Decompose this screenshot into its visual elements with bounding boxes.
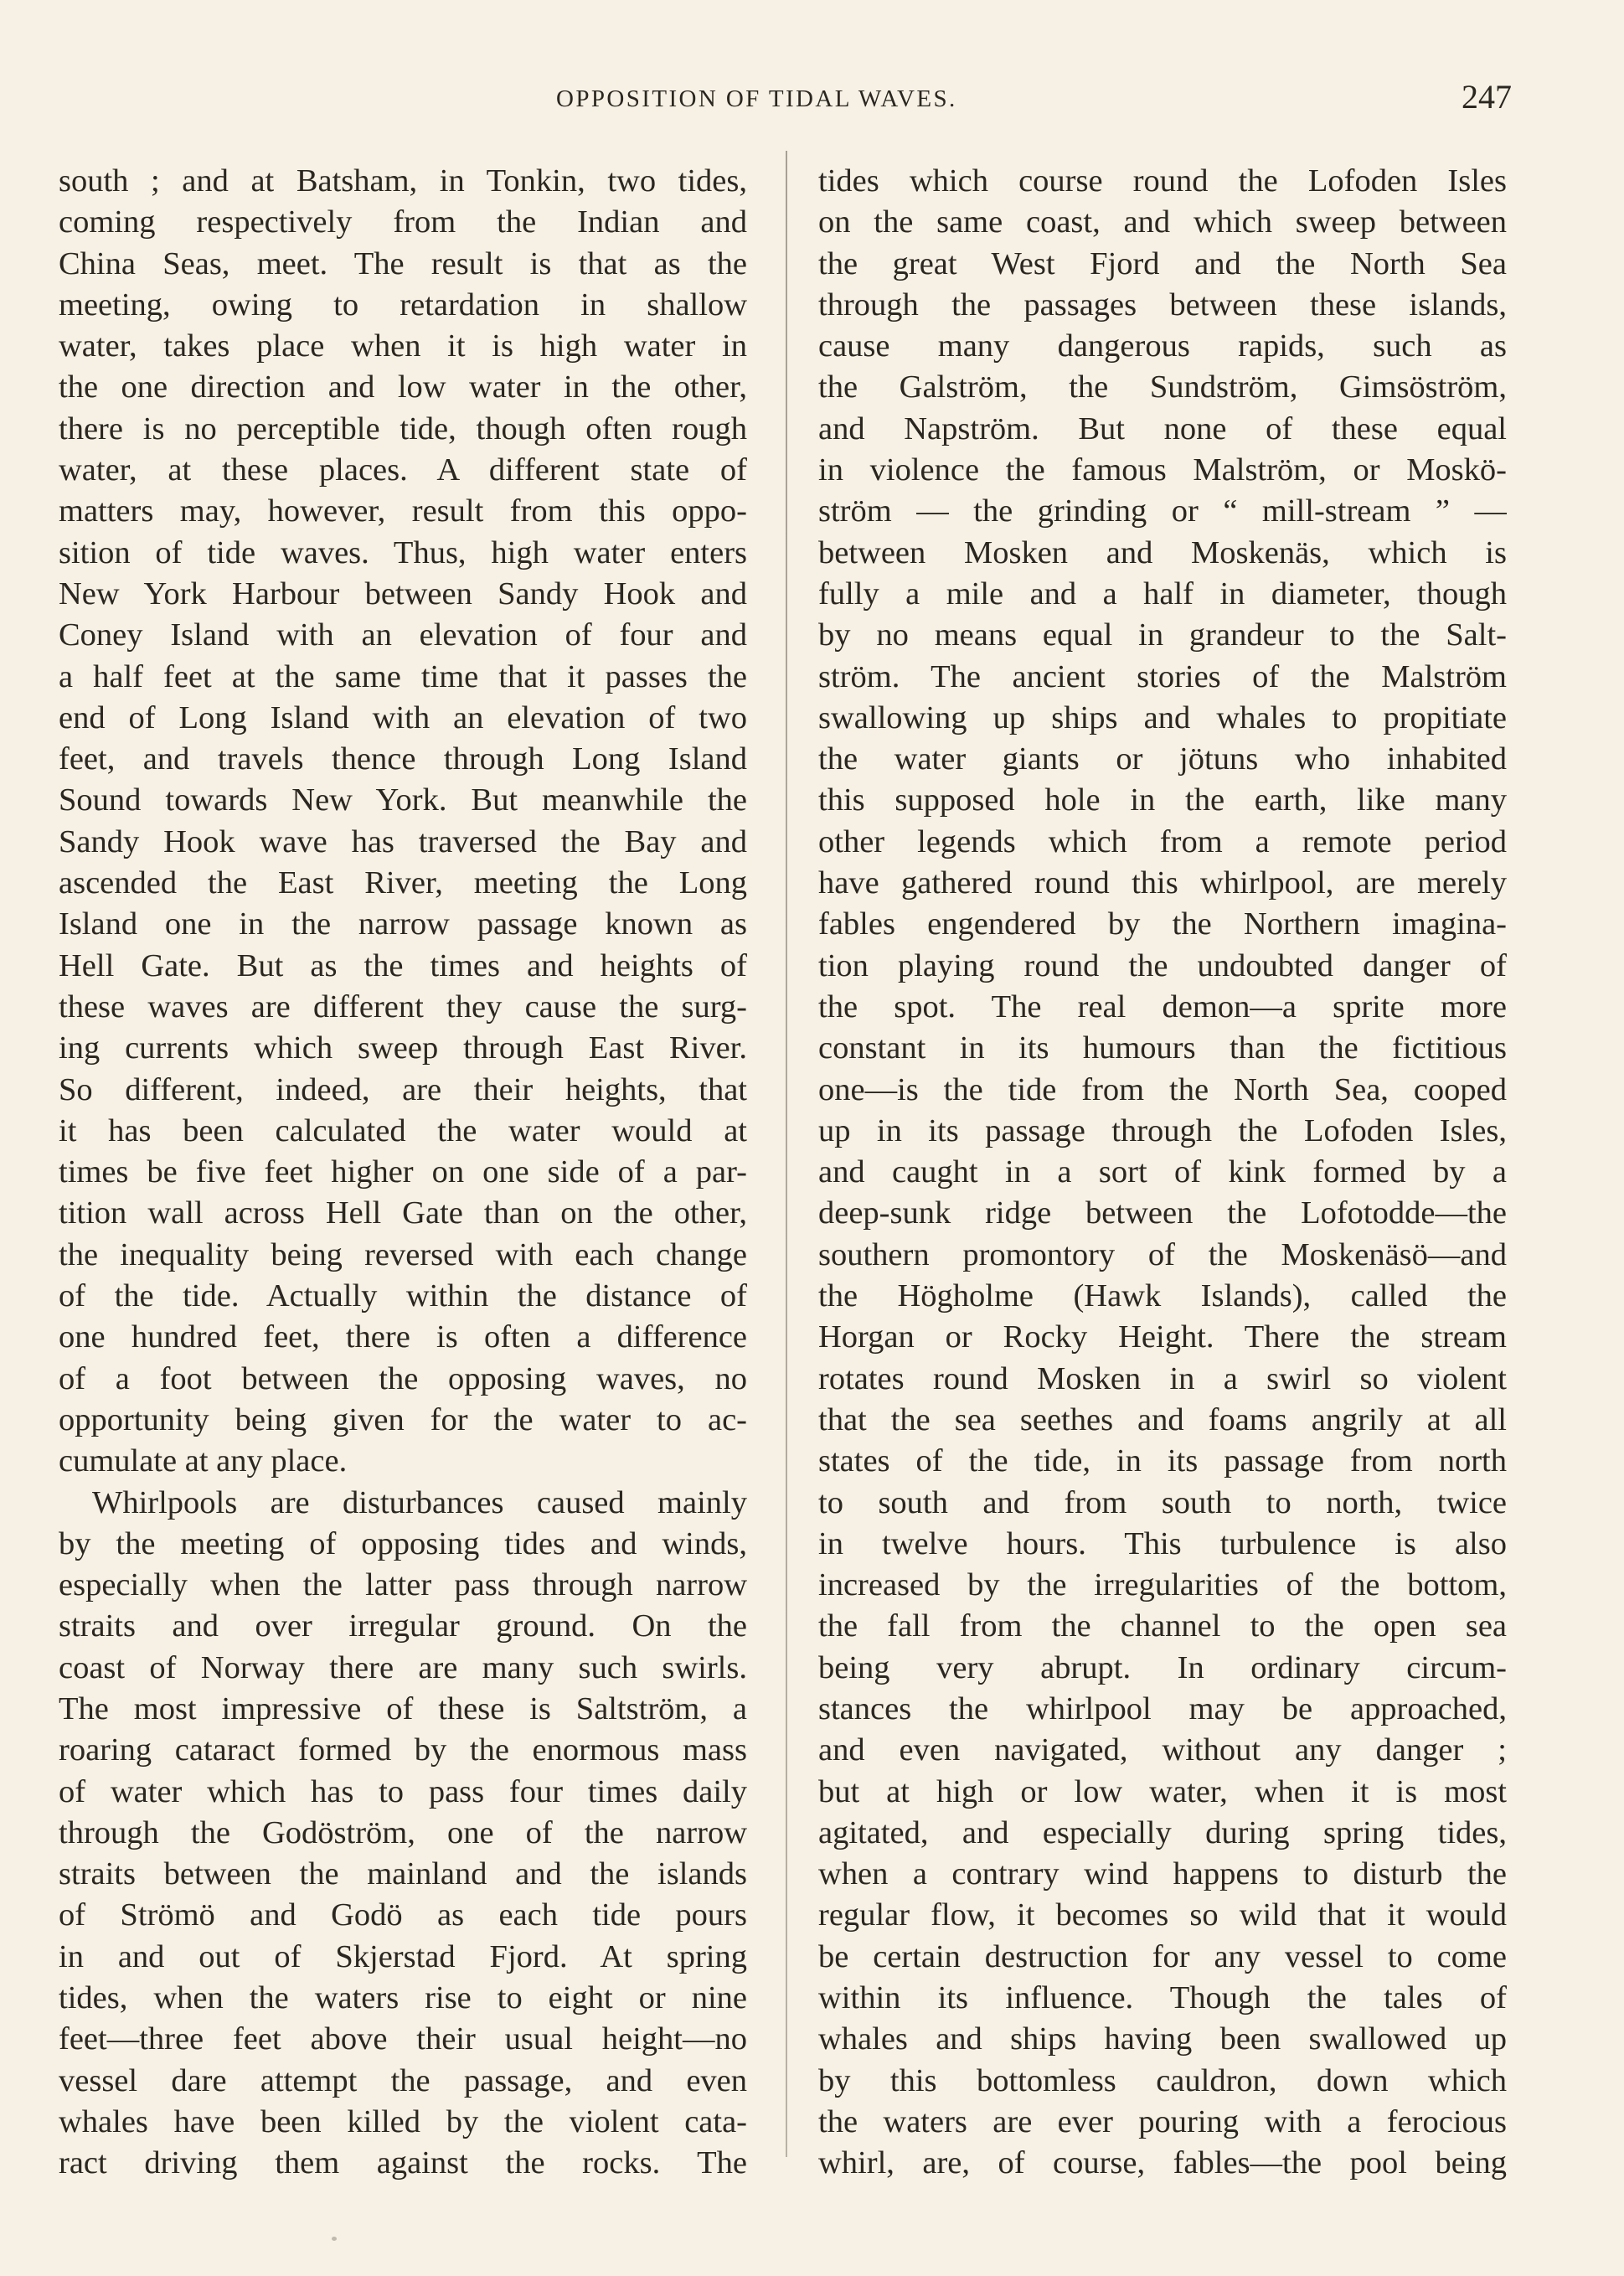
text-line: ström — the grinding or “ mill-stream ” — (818, 493, 1507, 529)
text-line: stances the whirlpool may be approached, (818, 1690, 1507, 1726)
text-line: in violence the famous Malström, or Moskö- (818, 452, 1507, 488)
text-line: the great West Fjord and the North Sea (818, 245, 1507, 281)
text-line: have gathered round this whirlpool, are merely (818, 865, 1507, 901)
text-line: by the meeting of opposing tides and winds, (59, 1525, 747, 1561)
text-line: Hell Gate. But as the times and heights of (59, 947, 747, 983)
text-line: a half feet at the same time that it passes the (59, 658, 747, 694)
text-line: the water giants or jötuns who inhabited (818, 741, 1507, 777)
text-line: coming respectively from the Indian and (59, 204, 747, 240)
text-line: constant in its humours than the fictitious (818, 1030, 1507, 1066)
text-line: being very abrupt. In ordinary circum- (818, 1649, 1507, 1685)
text-line: Whirlpools are disturbances caused mainly (92, 1484, 747, 1520)
text-line: especially when the latter pass through narrow (59, 1567, 747, 1603)
text-line: Horgan or Rocky Height. There the stream (818, 1319, 1507, 1355)
text-line: one—is the tide from the North Sea, cooped (818, 1071, 1507, 1107)
text-line: states of the tide, in its passage from north (818, 1443, 1507, 1479)
text-line: straits and over irregular ground. On the (59, 1608, 747, 1644)
text-line: whirl, are, of course, fables—the pool being (818, 2145, 1507, 2181)
text-line: in and out of Skjerstad Fjord. At spring (59, 1938, 747, 1974)
text-line: up in its passage through the Lofoden Isles, (818, 1112, 1507, 1148)
text-line: roaring cataract formed by the enormous mass (59, 1732, 747, 1768)
text-line: the waters are ever pouring with a ferocious (818, 2103, 1507, 2139)
text-line: The most impressive of these is Saltström, a (59, 1690, 747, 1726)
text-line: in twelve hours. This turbulence is also (818, 1525, 1507, 1561)
text-line: tion playing round the undoubted danger of (818, 947, 1507, 983)
text-line: whales and ships having been swallowed up (818, 2021, 1507, 2057)
text-line: within its influence. Though the tales of (818, 1980, 1507, 2016)
paper-speck (332, 2237, 337, 2241)
text-line: Sound towards New York. But meanwhile the (59, 782, 747, 818)
text-line: meeting, owing to retardation in shallow (59, 286, 747, 323)
text-line: China Seas, meet. The result is that as the (59, 245, 747, 281)
text-line: between Mosken and Moskenäs, which is (818, 534, 1507, 570)
right-column (818, 161, 1507, 2185)
text-line: the Högholme (Hawk Islands), called the (818, 1278, 1507, 1314)
text-line: be certain destruction for any vessel to come (818, 1938, 1507, 1974)
column-divider (786, 151, 787, 2157)
text-line: this supposed hole in the earth, like many (818, 782, 1507, 818)
text-line: So different, indeed, are their heights, that (59, 1071, 747, 1107)
text-line: opportunity being given for the water to ac- (59, 1401, 747, 1437)
left-column (59, 161, 747, 2185)
text-line: that the sea seethes and foams angrily at all (818, 1401, 1507, 1437)
text-line: swallowing up ships and whales to propitiate (818, 699, 1507, 735)
text-line: on the same coast, and which sweep between (818, 204, 1507, 240)
text-line: feet—three feet above their usual height—no (59, 2021, 747, 2057)
text-line: Coney Island with an elevation of four and (59, 617, 747, 653)
text-line: ing currents which sweep through East River. (59, 1030, 747, 1066)
text-line: of Strömö and Godö as each tide pours (59, 1897, 747, 1933)
text-line: coast of Norway there are many such swirls. (59, 1649, 747, 1685)
text-line: the spot. The real demon—a sprite more (818, 988, 1507, 1024)
text-line: one hundred feet, there is often a difference (59, 1319, 747, 1355)
text-line: ascended the East River, meeting the Long (59, 865, 747, 901)
text-line: other legends which from a remote period (818, 823, 1507, 859)
text-line: tides, when the waters rise to eight or nine (59, 1980, 747, 2016)
text-line: ract driving them against the rocks. The (59, 2145, 747, 2181)
text-line: it has been calculated the water would at (59, 1112, 747, 1148)
text-line: of a foot between the opposing waves, no (59, 1360, 747, 1396)
text-line: south ; and at Batsham, in Tonkin, two tides, (59, 163, 747, 199)
text-line: but at high or low water, when it is most (818, 1773, 1507, 1809)
text-line: straits between the mainland and the islands (59, 1856, 747, 1892)
text-line: there is no perceptible tide, though often rough (59, 410, 747, 446)
text-line: feet, and travels thence through Long Island (59, 741, 747, 777)
text-line: rotates round Mosken in a swirl so violent (818, 1360, 1507, 1396)
text-line: water, at these places. A different state of (59, 452, 747, 488)
running-title: OPPOSITION OF TIDAL WAVES. (556, 85, 957, 112)
text-line: by this bottomless cauldron, down which (818, 2062, 1507, 2098)
text-line: and even navigated, without any danger ; (818, 1732, 1507, 1768)
text-line: these waves are different they cause the surg- (59, 988, 747, 1024)
text-line: when a contrary wind happens to disturb the (818, 1856, 1507, 1892)
text-line: matters may, however, result from this oppo- (59, 493, 747, 529)
text-line: ström. The ancient stories of the Malström (818, 658, 1507, 694)
text-line: and caught in a sort of kink formed by a (818, 1154, 1507, 1190)
text-line: to south and from south to north, twice (818, 1484, 1507, 1520)
text-line: increased by the irregularities of the bottom, (818, 1567, 1507, 1603)
text-line: sition of tide waves. Thus, high water enters (59, 534, 747, 570)
text-line: through the Godöström, one of the narrow (59, 1814, 747, 1850)
text-line: of water which has to pass four times daily (59, 1773, 747, 1809)
text-line: tition wall across Hell Gate than on the other, (59, 1195, 747, 1231)
text-line: regular flow, it becomes so wild that it would (818, 1897, 1507, 1933)
text-line: water, takes place when it is high water in (59, 328, 747, 364)
text-line: agitated, and especially during spring tides, (818, 1814, 1507, 1850)
text-line: tides which course round the Lofoden Isles (818, 163, 1507, 199)
text-line: vessel dare attempt the passage, and even (59, 2062, 747, 2098)
text-line: New York Harbour between Sandy Hook and (59, 575, 747, 612)
text-line: southern promontory of the Moskenäsö—and (818, 1236, 1507, 1272)
text-line: fully a mile and a half in diameter, though (818, 575, 1507, 612)
text-line: the inequality being reversed with each change (59, 1236, 747, 1272)
text-line: the one direction and low water in the other, (59, 369, 747, 405)
text-line: times be five feet higher on one side of a par- (59, 1154, 747, 1190)
text-line: whales have been killed by the violent cata- (59, 2103, 747, 2139)
text-line: the fall from the channel to the open sea (818, 1608, 1507, 1644)
running-head (0, 77, 1624, 119)
text-line: deep-sunk ridge between the Lofotodde—the (818, 1195, 1507, 1231)
text-line: by no means equal in grandeur to the Salt- (818, 617, 1507, 653)
text-line: Island one in the narrow passage known as (59, 906, 747, 942)
text-line: and Napström. But none of these equal (818, 410, 1507, 446)
text-line: Sandy Hook wave has traversed the Bay and (59, 823, 747, 859)
text-line: through the passages between these islands, (818, 286, 1507, 323)
text-line: cause many dangerous rapids, such as (818, 328, 1507, 364)
page-number: 247 (1462, 78, 1512, 116)
text-line: end of Long Island with an elevation of two (59, 699, 747, 735)
text-line: cumulate at any place. (59, 1443, 348, 1479)
text-line: the Galström, the Sundström, Gimsöström, (818, 369, 1507, 405)
text-line: fables engendered by the Northern imagina- (818, 906, 1507, 942)
text-line: of the tide. Actually within the distance of (59, 1278, 747, 1314)
